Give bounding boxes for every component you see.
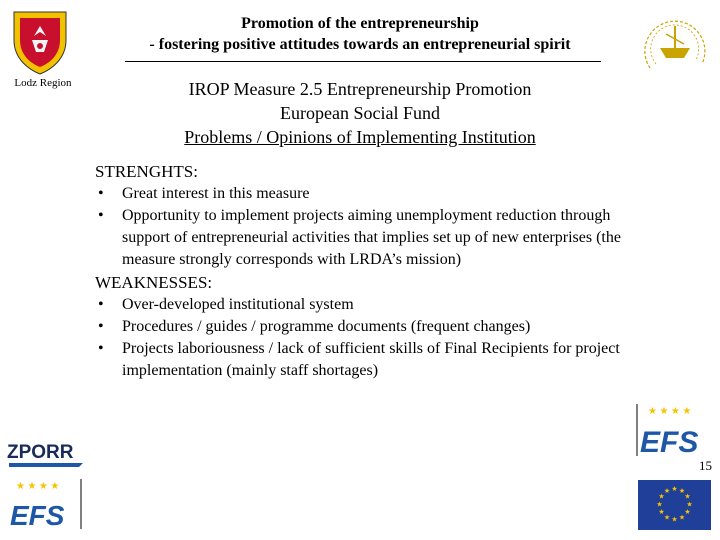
strength-item [95,183,635,205]
weakness-text: Over-developed institutional system [122,296,354,313]
svg-text:★: ★ [658,492,665,501]
title-line-2: - fostering positive attitudes towards an entrepreneurial spirit [149,36,571,53]
svg-text:★ ★ ★ ★: ★ ★ ★ ★ [648,406,692,417]
svg-text:★: ★ [663,487,671,495]
svg-text:★: ★ [684,508,691,516]
svg-text:★: ★ [658,508,665,516]
bullet: • [98,296,104,313]
svg-text:★: ★ [663,513,671,522]
efs-wordmark: EFS [10,500,65,531]
lodz-coat-of-arms [10,6,70,76]
strengths-heading: STRENGHTS: [95,162,198,181]
bullet: • [98,340,104,357]
weakness-item [95,338,635,382]
zporr-logo [5,438,85,470]
efs-logo-right [636,400,711,458]
strength-text: Great interest in this measure [122,185,310,202]
page-number: 15 [699,458,712,473]
weakness-text: Projects laboriousness / lack of sufficient skills of Final Recipients for project implementation (mainly staff shortages) [122,340,620,379]
strength-item [95,205,635,271]
strength-text: Opportunity to implement projects aiming unemployment reduction through support of entrepreneurial activities that implies set up of new enterprises (the measure strongly corresponds with LRDA’s mission) [122,207,621,268]
measure-line: IROP Measure 2.5 Entrepreneurship Promotion [188,79,532,99]
bullet: • [98,207,104,224]
svg-text:★ ★ ★ ★: ★ ★ ★ ★ [16,481,60,492]
title-line-1: Promotion of the entrepreneurship [241,15,479,32]
bullet: • [98,318,104,335]
zporr-wordmark: ZPORR [7,442,74,463]
efs-wordmark: EFS [640,426,699,458]
problems-opinions-line: Problems / Opinions of Implementing Institution [184,127,536,147]
svg-text:★: ★ [684,492,691,501]
svg-text:★: ★ [671,485,678,493]
svg-text:★: ★ [678,513,686,522]
svg-text:★: ★ [671,515,678,524]
title-divider [125,61,601,62]
measure-heading [110,77,610,149]
eu-flag [638,480,711,530]
bullet: • [98,185,104,202]
efs-logo-bottom-left [8,475,82,531]
weakness-item [95,316,635,338]
svg-text:★: ★ [678,487,686,495]
weakness-text: Procedures / guides / programme documents (frequent changes) [122,318,531,335]
svg-text:★: ★ [656,500,663,509]
slide-title [110,13,610,55]
svg-text:★: ★ [686,500,693,509]
weakness-item [95,294,635,316]
weaknesses-heading: WEAKNESSES: [95,273,213,292]
slide-body [95,160,635,382]
fund-line: European Social Fund [280,103,440,123]
region-label: Lodz Region [14,77,72,89]
agency-seal-logo [638,8,713,78]
